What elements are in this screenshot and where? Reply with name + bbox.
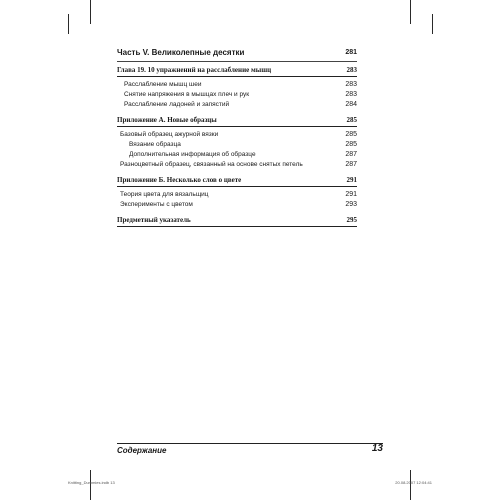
toc-index-page: 295 bbox=[346, 216, 357, 224]
toc-entry-title: Эксперименты с цветом bbox=[120, 201, 193, 208]
toc-entry-title: Дополнительная информация об образце bbox=[129, 151, 256, 158]
toc-entry[interactable] bbox=[117, 160, 357, 170]
crop-mark-top-right-inner bbox=[410, 0, 411, 24]
toc-part-page: 281 bbox=[345, 49, 357, 56]
print-slug-timestamp: 20.08.2007 12:04:41 bbox=[395, 480, 432, 485]
toc-entry-page: 283 bbox=[345, 81, 357, 88]
toc-index-title: Предметный указатель bbox=[117, 216, 191, 224]
toc-entry[interactable] bbox=[117, 140, 357, 150]
toc-entry-page: 285 bbox=[345, 141, 357, 148]
toc-entry-page: 291 bbox=[345, 191, 357, 198]
toc-part[interactable] bbox=[117, 46, 357, 59]
toc-appendix-b-title: Приложение Б. Несколько слов о цвете bbox=[117, 176, 242, 184]
toc-entry-page: 287 bbox=[345, 151, 357, 158]
toc-entry-title: Вязание образца bbox=[129, 141, 181, 148]
footer-page-number: 13 bbox=[371, 443, 383, 454]
toc-entry[interactable] bbox=[117, 190, 357, 200]
toc-chapter-page: 283 bbox=[346, 66, 357, 74]
toc-entry-page: 285 bbox=[345, 131, 357, 138]
toc-entry-title: Разноцветный образец, связанный на основе снятых петель bbox=[120, 161, 303, 168]
toc-entry[interactable] bbox=[117, 130, 357, 140]
toc-entry-page: 287 bbox=[345, 161, 357, 168]
toc-part-title: Часть V. Великолепные десятки bbox=[117, 48, 245, 57]
toc-appendix-b-page: 291 bbox=[346, 176, 357, 184]
toc-entry-page: 283 bbox=[345, 91, 357, 98]
toc-entry-title: Теория цвета для вязальщиц bbox=[120, 191, 209, 198]
toc-entry[interactable] bbox=[117, 80, 357, 90]
toc-entry[interactable] bbox=[117, 150, 357, 160]
divider bbox=[117, 126, 357, 127]
crop-mark-bottom-right bbox=[410, 470, 411, 500]
toc-entry-title: Снятие напряжения в мышцах плеч и рук bbox=[124, 91, 250, 98]
toc-entry[interactable] bbox=[117, 200, 357, 210]
toc-appendix-a[interactable] bbox=[117, 115, 357, 125]
divider bbox=[117, 186, 357, 187]
toc-appendix-a-title: Приложение А. Новые образцы bbox=[117, 116, 217, 124]
toc-entry-title: Расслабление мышц шеи bbox=[124, 81, 202, 88]
footer-section-title: Содержание bbox=[117, 446, 167, 455]
table-of-contents bbox=[117, 46, 357, 230]
divider bbox=[117, 226, 357, 227]
toc-entry-page: 284 bbox=[345, 101, 357, 108]
toc-entry[interactable] bbox=[117, 90, 357, 100]
toc-index[interactable] bbox=[117, 215, 357, 225]
toc-entry-title: Расслабление ладоней и запястий bbox=[124, 101, 230, 108]
toc-chapter-title: Глава 19. 10 упражнений на расслабление мышц bbox=[117, 66, 272, 74]
toc-entry-page: 293 bbox=[345, 201, 357, 208]
crop-mark-top-left bbox=[68, 14, 69, 34]
footer-divider bbox=[117, 443, 383, 444]
divider bbox=[117, 76, 357, 77]
toc-chapter[interactable] bbox=[117, 65, 357, 75]
crop-mark-top-right bbox=[432, 14, 433, 34]
toc-appendix-b[interactable] bbox=[117, 175, 357, 185]
toc-entry-title: Базовый образец ажурной вязки bbox=[120, 131, 219, 138]
crop-mark-bottom-left bbox=[90, 470, 91, 500]
divider bbox=[117, 61, 357, 62]
toc-entry[interactable] bbox=[117, 100, 357, 110]
crop-mark-top-left-inner bbox=[90, 0, 91, 24]
print-slug-filename: Knitting_Dummies.indb 13 bbox=[68, 480, 115, 485]
toc-appendix-a-page: 285 bbox=[346, 116, 357, 124]
